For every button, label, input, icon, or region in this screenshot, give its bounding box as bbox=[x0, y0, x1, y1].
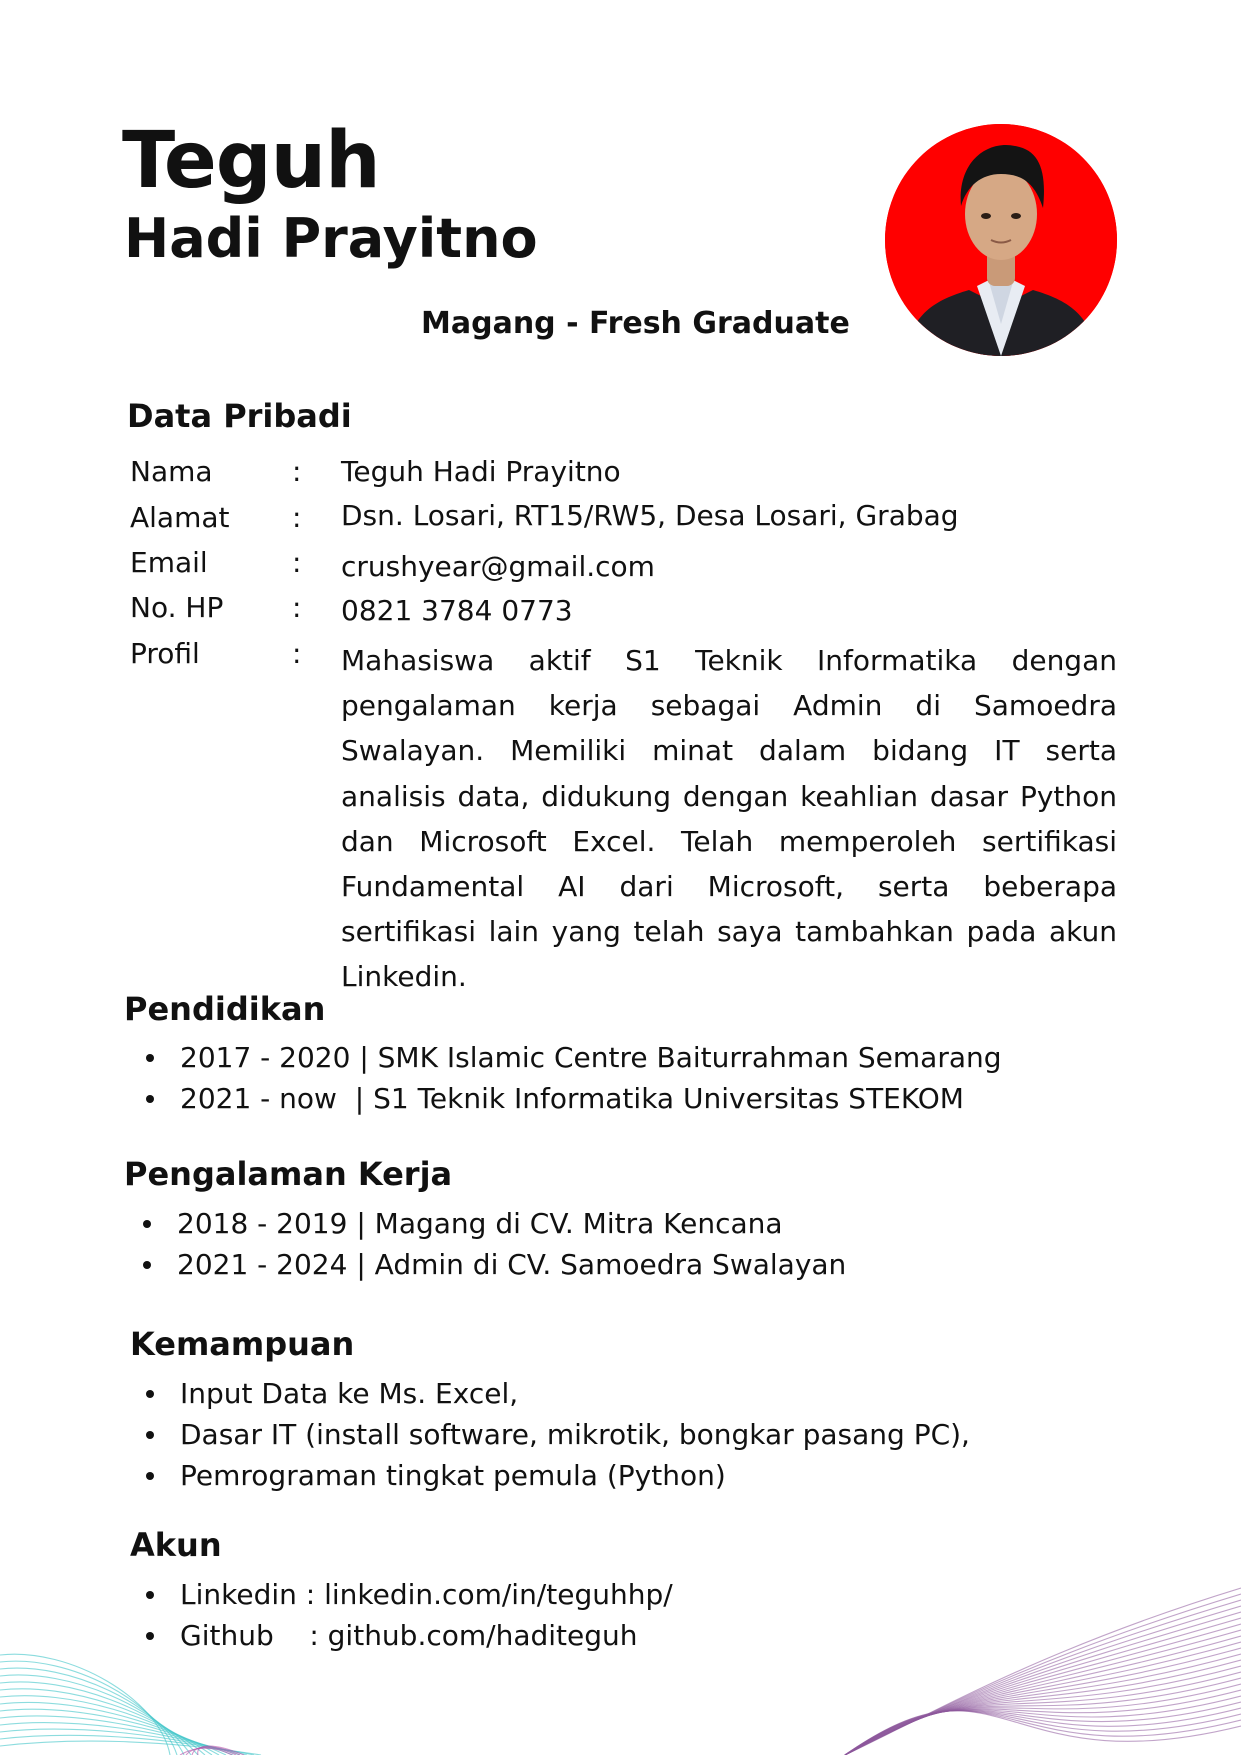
section-title-pengalaman-kerja: Pengalaman Kerja bbox=[124, 1155, 453, 1193]
wave-line bbox=[0, 1668, 184, 1755]
list-item: Input Data ke Ms. Excel, bbox=[180, 1376, 970, 1417]
wave-line bbox=[845, 1594, 1241, 1755]
field-label: Nama bbox=[130, 455, 213, 488]
field-value-email: crushyear@gmail.com bbox=[341, 550, 655, 583]
wave-line bbox=[0, 1741, 261, 1755]
field-colon: : bbox=[292, 591, 302, 624]
field-value-alamat: Dsn. Losari, RT15/RW5, Desa Losari, Grabag bbox=[341, 499, 959, 532]
wave-line bbox=[0, 1729, 247, 1755]
field-colon: : bbox=[292, 637, 302, 670]
wave-line bbox=[180, 1748, 232, 1755]
wave-line bbox=[0, 1709, 226, 1755]
field-label: Alamat bbox=[130, 501, 230, 534]
profile-photo bbox=[885, 124, 1117, 356]
field-value-nama: Teguh Hadi Prayitno bbox=[341, 455, 621, 488]
experience-list bbox=[177, 1206, 846, 1288]
wave-lines-left bbox=[0, 1654, 261, 1755]
list-item: Pemrograman tingkat pemula (Python) bbox=[180, 1458, 970, 1499]
wave-line bbox=[845, 1666, 1241, 1755]
wave-line bbox=[0, 1682, 198, 1755]
list-item: 2018 - 2019 | Magang di CV. Mitra Kencana bbox=[177, 1206, 846, 1247]
wave-line bbox=[845, 1600, 1241, 1755]
wave-line bbox=[845, 1702, 1241, 1755]
wave-line bbox=[0, 1661, 177, 1755]
field-value-no-hp: 0821 3784 0773 bbox=[341, 594, 573, 627]
job-role: Magang - Fresh Graduate bbox=[421, 306, 850, 341]
wave-line bbox=[845, 1642, 1241, 1755]
field-colon: : bbox=[292, 455, 302, 488]
wave-line bbox=[198, 1746, 244, 1755]
wave-line bbox=[845, 1690, 1241, 1755]
wave-line bbox=[845, 1624, 1241, 1755]
wave-line bbox=[845, 1678, 1241, 1755]
education-list bbox=[180, 1040, 1002, 1122]
wave-line bbox=[845, 1684, 1241, 1755]
skills-list bbox=[180, 1376, 970, 1499]
wave-line bbox=[845, 1711, 1241, 1755]
wave-line bbox=[845, 1711, 1241, 1755]
wave-line bbox=[0, 1723, 240, 1755]
wave-line bbox=[845, 1711, 1241, 1755]
wave-line bbox=[845, 1654, 1241, 1755]
section-title-akun: Akun bbox=[130, 1526, 222, 1564]
first-name: Teguh bbox=[122, 116, 380, 206]
list-item: 2021 - now | S1 Teknik Informatika Universitas STEKOM bbox=[180, 1081, 1002, 1122]
wave-line bbox=[845, 1636, 1241, 1755]
person-portrait-icon bbox=[885, 124, 1117, 356]
list-item: 2021 - 2024 | Admin di CV. Samoedra Swalayan bbox=[177, 1247, 846, 1288]
wave-line bbox=[0, 1675, 191, 1755]
wave-line bbox=[845, 1612, 1241, 1755]
wave-line bbox=[845, 1708, 1241, 1755]
wave-line bbox=[845, 1630, 1241, 1755]
github-link[interactable]: Github : github.com/haditeguh bbox=[180, 1618, 673, 1659]
field-colon: : bbox=[292, 546, 302, 579]
section-title-data-pribadi: Data Pribadi bbox=[127, 397, 352, 435]
wave-line bbox=[0, 1735, 254, 1755]
wave-line bbox=[845, 1660, 1241, 1755]
wave-line bbox=[845, 1618, 1241, 1755]
wave-line bbox=[845, 1672, 1241, 1755]
section-title-pendidikan: Pendidikan bbox=[124, 990, 326, 1028]
field-colon: : bbox=[292, 501, 302, 534]
wave-line bbox=[0, 1689, 205, 1755]
wave-line bbox=[0, 1702, 219, 1755]
field-label: No. HP bbox=[130, 591, 224, 624]
linkedin-link[interactable]: Linkedin : linkedin.com/in/teguhhp/ bbox=[180, 1577, 673, 1618]
wave-line bbox=[845, 1588, 1241, 1755]
wave-line bbox=[0, 1654, 170, 1755]
wave-line bbox=[186, 1748, 236, 1755]
list-item: Dasar IT (install software, mikrotik, bongkar pasang PC), bbox=[180, 1417, 970, 1458]
wave-line bbox=[192, 1747, 240, 1755]
wave-line bbox=[0, 1716, 233, 1755]
field-value-profil: Mahasiswa aktif S1 Teknik Informatika dengan pengalaman kerja sebagai Admin di Samoedra Swalayan. Memiliki minat dalam bidang IT serta analisis data, didukung dengan keahlian dasar Python dan Microsoft Excel. Telah memperoleh sertifikasi Fundamental AI dari Microsoft, serta beberapa sertifikasi lain yang telah saya tambahkan pada akun Linkedin. bbox=[341, 644, 1117, 994]
wave-line bbox=[845, 1696, 1241, 1755]
wave-line bbox=[845, 1606, 1241, 1755]
list-item: 2017 - 2020 | SMK Islamic Centre Baiturrahman Semarang bbox=[180, 1040, 1002, 1081]
wave-lines-accent bbox=[180, 1746, 244, 1755]
wave-line bbox=[845, 1648, 1241, 1755]
field-label: Profil bbox=[130, 637, 200, 670]
field-label: Email bbox=[130, 546, 208, 579]
wave-line bbox=[0, 1696, 212, 1755]
section-title-kemampuan: Kemampuan bbox=[130, 1325, 355, 1363]
last-name: Hadi Prayitno bbox=[124, 207, 538, 270]
wave-lines-right bbox=[845, 1588, 1241, 1755]
accounts-list bbox=[180, 1577, 673, 1659]
